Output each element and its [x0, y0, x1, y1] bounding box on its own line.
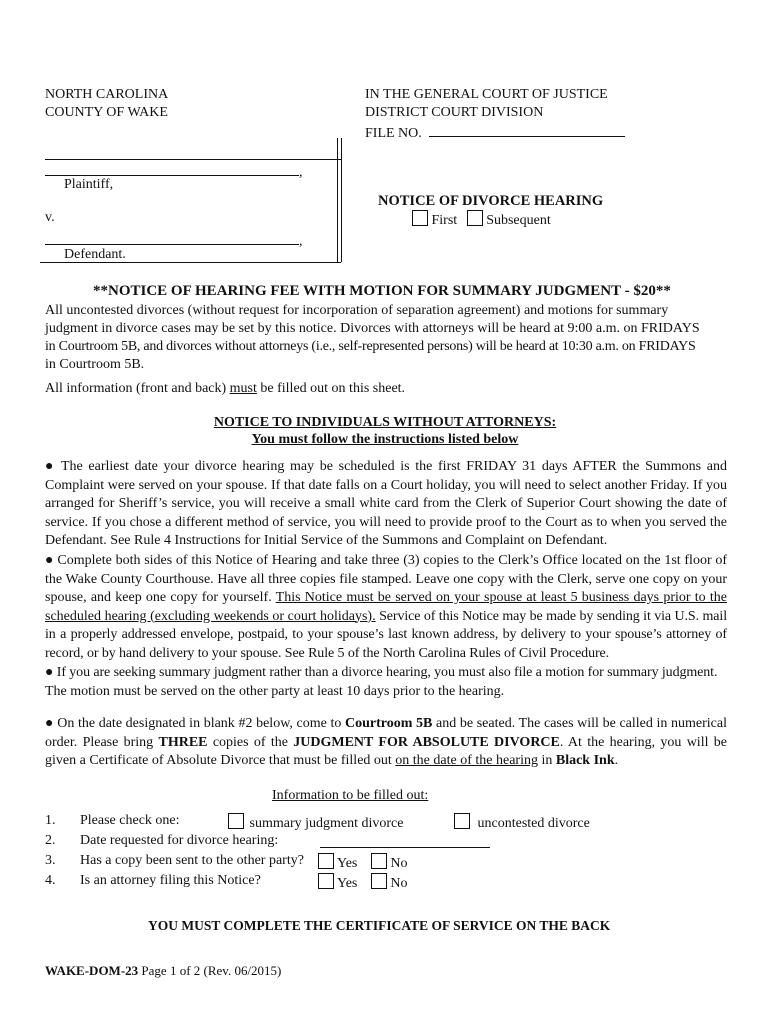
first-checkbox[interactable] [412, 210, 428, 226]
all-info-text: All information (front and back) [45, 381, 230, 396]
copy-sent-yes-checkbox[interactable] [318, 853, 334, 869]
item-label: Has a copy been sent to the other party? [80, 853, 304, 868]
file-no-label: FILE NO. [365, 126, 422, 141]
defendant-name-field[interactable] [45, 230, 299, 245]
hearing-type-options [412, 210, 551, 229]
plaintiff-comma: , [299, 165, 303, 180]
plaintiff-label: Plaintiff, [64, 177, 114, 192]
attorney-yes-checkbox[interactable] [318, 873, 334, 889]
defendant-label: Defendant. [64, 247, 126, 262]
state-name: NORTH CAROLINA [45, 87, 169, 102]
service-deadline-text: This Notice must be served on your spouse at least 5 business days prior to the scheduled hearing (excluding weekends or court holidays). [45, 590, 727, 624]
header-left [45, 86, 168, 122]
no-label: No [390, 876, 408, 891]
header-right [365, 86, 625, 143]
bullet-text: ● The earliest date your divorce hearing may be scheduled is the first FRIDAY 31 days AFTER the Summons and Complaint were served on your spouse. If that date falls on a Court holiday, you will need to select another Friday. If you arranged for Sheriff’s service, you will receive a small white card from the Clerk of Superior Court showing the date of service. If you chose a different method of service, you will need to provide proof to the Court as to when you served the Defendant. See Rule 4 Instructions for Initial Service of the Summons and Complaint on Defendant. [45, 459, 727, 548]
individuals-subheading: You must follow the instructions listed below [251, 432, 519, 447]
intro-paragraph [45, 302, 700, 374]
yes-label: Yes [336, 876, 358, 891]
attorney-no-checkbox[interactable] [371, 873, 387, 889]
caption-divider-b [341, 138, 342, 262]
bullet-text: The motion must be served on the other party at least 10 days prior to the hearing. [45, 683, 505, 699]
bullet-text: in [537, 753, 556, 768]
summary-judgment-label: summary judgment divorce [249, 816, 404, 831]
bullet-text: ● If you are seeking summary judgment rather than a divorce hearing, you must also file a motion for summary judgment. [45, 665, 718, 680]
bullet-text: . At the hearing, you will be given a Certificate of Absolute Divorce that must be filled out [45, 734, 727, 768]
three-text: THREE [158, 734, 208, 750]
plaintiff-name-field[interactable] [45, 161, 299, 176]
hearing-date-field[interactable] [320, 833, 490, 848]
courtroom-text: Courtroom 5B [345, 716, 433, 731]
versus-label: v. [45, 210, 55, 225]
bullet-text: ● Complete both sides of this Notice of Hearing and take three (3) copies to the Clerk’s Office located on the 1st floor of the Wake County Courthouse. Have all three copies file stamped. Leave one copy with the Clerk, serve one copy on your spouse, and keep one copy for yourself. [45, 553, 727, 605]
bullet-text: ● On the date designated in blank #2 below, come to [45, 716, 346, 731]
file-no-field[interactable] [429, 122, 625, 137]
subsequent-checkbox[interactable] [467, 210, 483, 226]
caption-divider-a [337, 138, 338, 262]
bullet-summary-judgment [45, 664, 717, 701]
intro-line: in Courtroom 5B, and divorces without attorneys (i.e., self-represented persons) will be heard at 10:30 a.m. on FRIDAYS [45, 339, 696, 354]
copy-sent-no-checkbox[interactable] [371, 853, 387, 869]
summary-judgment-checkbox[interactable] [228, 813, 244, 829]
bullet-text: copies of the [207, 734, 294, 750]
page-info: Page 1 of 2 (Rev. 06/2015) [138, 963, 282, 978]
file-no-row [365, 122, 625, 143]
item-number: 3. [45, 853, 56, 868]
all-info-text-end: be filled out on this sheet. [256, 381, 406, 396]
item-number: 4. [45, 873, 56, 888]
intro-line: judgment in divorce cases may be set by this notice. Divorces with attorneys will be heard at 9:00 a.m. on FRIDAYS [45, 321, 700, 336]
bullet-complete-both-sides [45, 552, 727, 663]
footer [45, 963, 281, 979]
caption-bottom-rule [40, 262, 341, 264]
first-label: First [431, 213, 458, 228]
uncontested-option [454, 813, 590, 832]
bullet-text: . [614, 753, 619, 768]
uncontested-checkbox[interactable] [454, 813, 470, 829]
yes-label: Yes [336, 856, 358, 871]
division-name: DISTRICT COURT DIVISION [365, 105, 544, 120]
bullet-text: and be seated. The cases will be called in numerical order. Please bring [45, 716, 727, 750]
intro-line: All uncontested divorces (without request for incorporation of separation agreement) and motions for summary [45, 303, 669, 318]
item-label: Date requested for divorce hearing: [80, 833, 279, 848]
item-number: 2. [45, 833, 56, 848]
hearing-date-text: on the date of the hearing [395, 753, 538, 768]
bullet-hearing-date [45, 715, 727, 771]
item-label: Is an attorney filing this Notice? [80, 873, 261, 888]
summary-judgment-option [228, 813, 403, 832]
bullet-earliest-date [45, 458, 727, 551]
individuals-heading: NOTICE TO INDIVIDUALS WITHOUT ATTORNEYS: [213, 415, 557, 430]
court-name: IN THE GENERAL COURT OF JUSTICE [365, 87, 608, 102]
item-number: 1. [45, 813, 56, 828]
intro-line: in Courtroom 5B. [45, 357, 145, 372]
info-heading: Information to be filled out: [272, 788, 429, 803]
notice-title: NOTICE OF DIVORCE HEARING [378, 193, 604, 209]
judgment-text: JUDGMENT FOR ABSOLUTE DIVORCE [293, 734, 560, 750]
copy-sent-options [318, 853, 407, 872]
bullet-text: Service of this Notice may be made by sending it via U.S. mail in a properly addressed envelope, postpaid, to your spouse’s last known address, by delivery to your spouse’s attorney of record, or by hand delivery to your spouse. See Rule 5 of the North Carolina Rules of Civil Procedure. [45, 608, 727, 661]
form-id: WAKE-DOM-23 [45, 963, 139, 978]
subsequent-label: Subsequent [486, 213, 551, 228]
item-label: Please check one: [80, 813, 180, 828]
fee-heading: **NOTICE OF HEARING FEE WITH MOTION FOR SUMMARY JUDGMENT - $20** [93, 283, 671, 299]
certificate-notice: YOU MUST COMPLETE THE CERTIFICATE OF SERVICE ON THE BACK [148, 918, 611, 933]
county-name: COUNTY OF WAKE [45, 105, 168, 120]
attorney-options [318, 873, 407, 892]
uncontested-label: uncontested divorce [477, 816, 590, 831]
defendant-comma: , [299, 234, 303, 249]
all-info-notice [45, 381, 405, 397]
no-label: No [390, 856, 408, 871]
all-info-must: must [229, 381, 257, 396]
black-ink-text: Black Ink [555, 753, 615, 768]
